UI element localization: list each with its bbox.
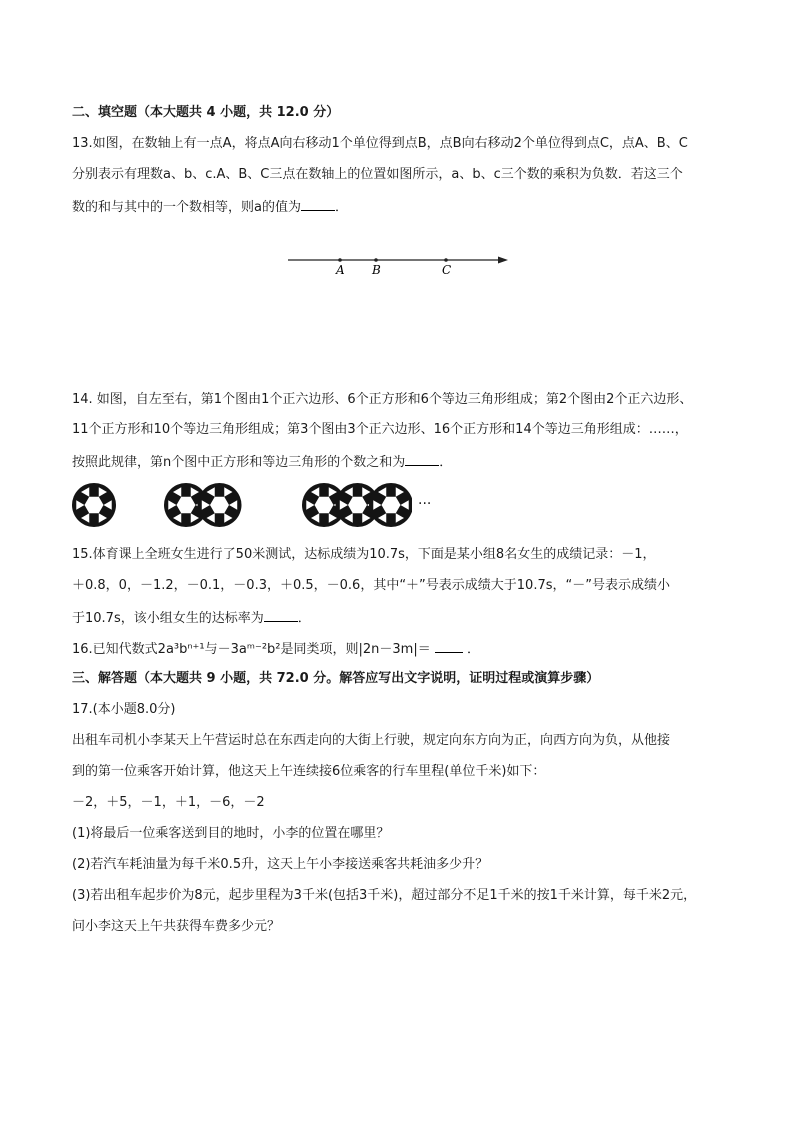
point-a-label: A	[336, 263, 345, 277]
q17-part2: (2)若汽车耗油量为每千米0.5升，这天上午小李接送乘客共耗油多少升？	[72, 857, 489, 872]
q17-part1: (1)将最后一位乘客送到目的地时，小李的位置在哪里？	[72, 826, 390, 841]
q14-answer-blank[interactable]	[405, 452, 439, 466]
q16-answer-blank[interactable]	[435, 639, 463, 653]
pattern-ellipsis: ···	[418, 496, 432, 512]
q15-line3	[72, 608, 311, 628]
q17-line2: 到的第一位乘客开始计算，他这天上午连续接6位乘客的行车里程(单位千米)如下：	[72, 764, 546, 779]
point-a-dot	[338, 258, 342, 262]
answer-section-header: 三、解答题（本大题共 9 小题，共 72.0 分。解答应写出文字说明，证明过程或演算步骤）	[72, 671, 600, 686]
q15-answer-blank[interactable]	[264, 608, 298, 622]
pattern-figure-1	[70, 482, 120, 528]
q14-line3-text: 按照此规律，第n个图中正方形和等边三角形的个数之和为	[72, 455, 406, 470]
pattern-figure-2	[162, 482, 244, 528]
pattern-unit	[369, 483, 412, 527]
q16-end: ．	[467, 642, 481, 657]
q14-line3-end: ．	[439, 455, 453, 470]
q13-answer-blank[interactable]	[301, 197, 335, 211]
q14-line1: 14. 如图，自左至右，第1个图由1个正六边形、6个正方形和6个等边三角形组成；第2个图由2个正六边形、	[72, 392, 693, 407]
q16-line	[72, 639, 480, 659]
point-c-dot	[444, 258, 448, 262]
point-c-label: C	[442, 263, 452, 277]
q13-line2: 分别表示有理数a、b、c.A、B、C三点在数轴上的位置如图所示，a、b、c三个数的乘积为负数．若这三个	[72, 167, 683, 182]
q16-text: 16.已知代数式2a³bⁿ⁺¹与－3aᵐ⁻²b²是同类项，则|2n－3m|＝	[72, 642, 431, 657]
q13-line3	[72, 197, 348, 217]
q13-line3-text: 数的和与其中的一个数相等，则a的值为	[72, 200, 301, 215]
q15-line3-end: ．	[297, 611, 311, 626]
q15-line3-text: 于10.7s，该小组女生的达标率为	[72, 611, 264, 626]
pattern-unit	[198, 483, 242, 527]
point-b-dot	[374, 258, 378, 262]
q14-line3	[72, 452, 452, 472]
number-line-arrow	[498, 257, 508, 264]
point-b-label: B	[372, 263, 381, 277]
q13-line1: 13.如图，在数轴上有一点A，将点A向右移动1个单位得到点B，点B向右移动2个单位得到点C，点A、B、C	[72, 136, 688, 151]
q13-line3-end: ．	[334, 200, 348, 215]
number-line-figure	[282, 248, 514, 280]
q17-mileage-data: －2，＋5，－1，＋1，－6，－2	[72, 795, 265, 810]
q15-line1: 15.体育课上全班女生进行了50米测试，达标成绩为10.7s，下面是某小组8名女生的成绩记录：－1，	[72, 547, 656, 562]
q17-part4: 问小李这天上午共获得车费多少元？	[72, 919, 281, 934]
q17-line1: 出租车司机小李某天上午营运时总在东西走向的大街上行驶，规定向东方向为正，向西方向为负，从他接	[72, 733, 671, 748]
fill-section-header: 二、填空题（本大题共 4 小题，共 12.0 分）	[72, 105, 340, 120]
q17-part3: (3)若出租车起步价为8元，起步里程为3千米(包括3千米)，超过部分不足1千米的按1千米计算，每千米2元，	[72, 888, 697, 903]
q15-line2: ＋0.8，0，－1.2，－0.1，－0.3，＋0.5，－0.6，其中“＋”号表示成绩大于10.7s，“－”号表示成绩小	[72, 578, 670, 593]
q17-title: 17.(本小题8.0分)	[72, 702, 176, 717]
q14-line2: 11个正方形和10个等边三角形组成；第3个图由3个正六边形、16个正方形和14个等边三角形组成：……，	[72, 422, 688, 437]
pattern-figure-3	[300, 482, 412, 528]
pattern-unit	[72, 483, 116, 527]
